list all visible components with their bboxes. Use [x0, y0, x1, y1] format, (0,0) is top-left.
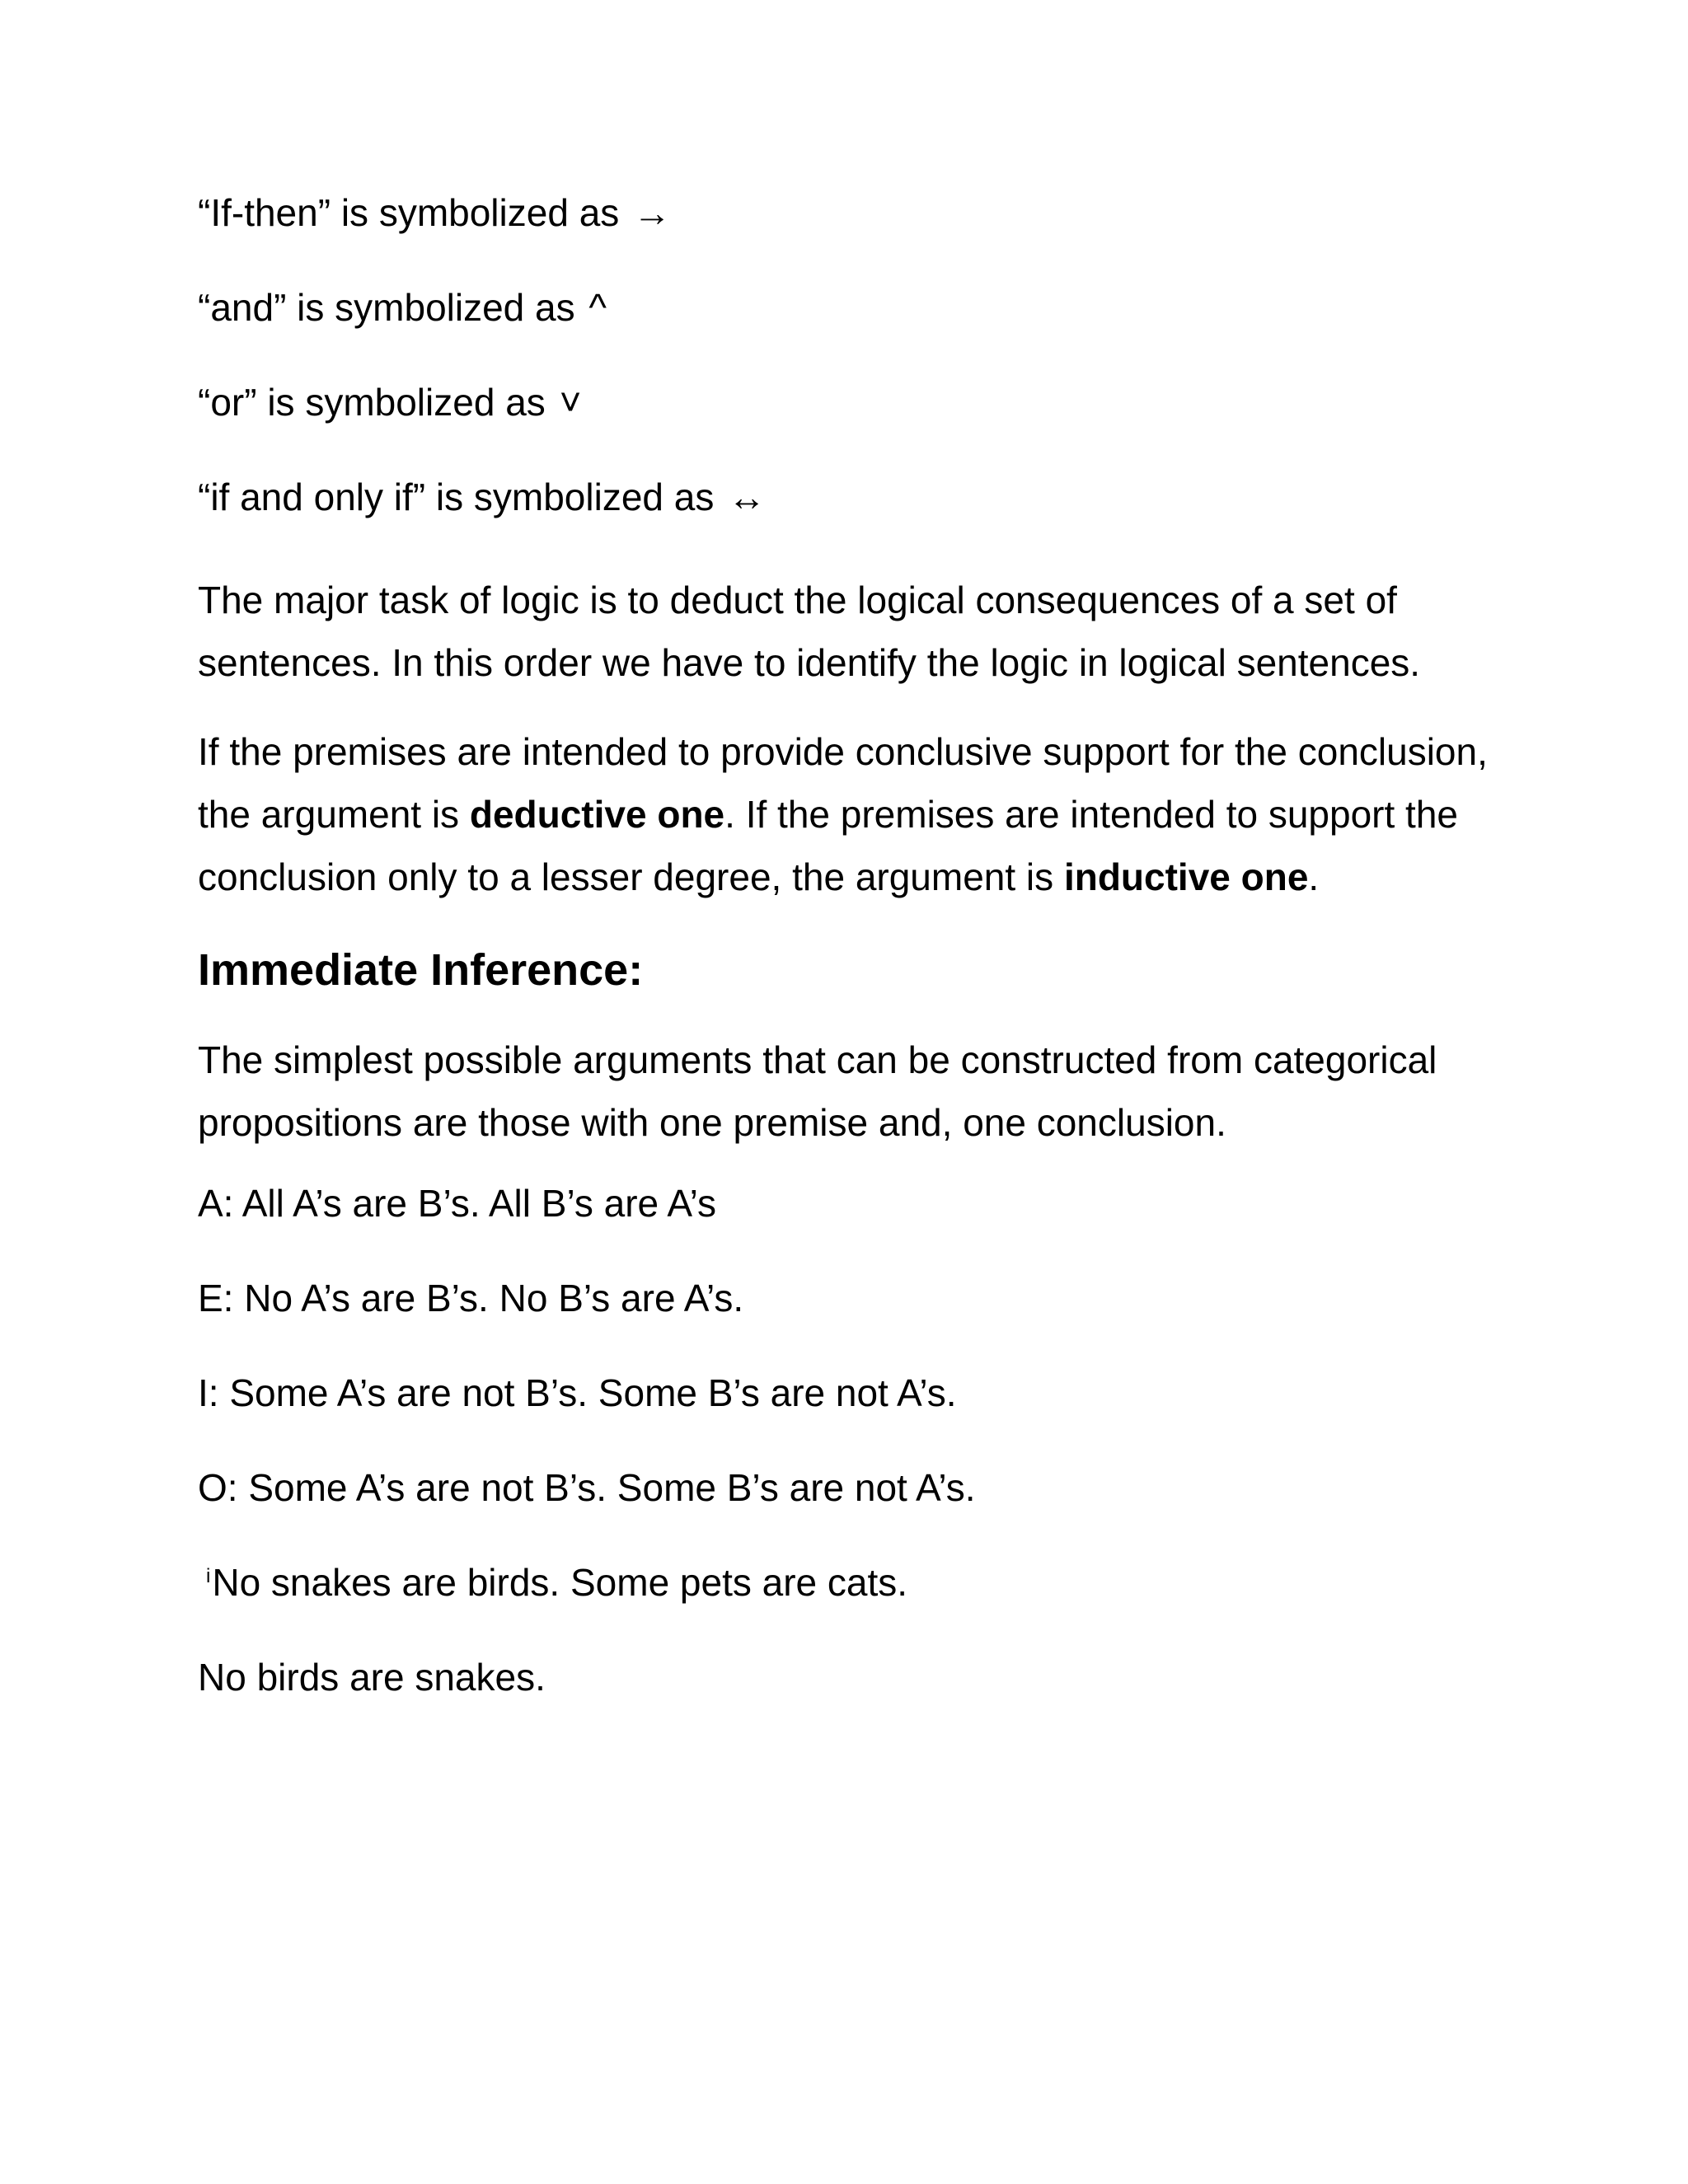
proposition-i: I: Some A’s are not B’s. Some B’s are not A’s.: [198, 1371, 957, 1414]
symbol-line-or: [198, 379, 1500, 425]
paragraph-text: If the premises are intended to provide conclusive support for the conclusion, the argument is: [198, 730, 1488, 836]
deductive-term: deductive one: [469, 793, 725, 836]
arrow-right-symbol: →: [633, 191, 672, 234]
symbol-text: “if and only if” is symbolized as: [198, 476, 715, 518]
example-line-2: No birds are snakes.: [198, 1656, 546, 1699]
paragraph-logic-task: The major task of logic is to deduct the logical consequences of a set of sentences. In this order we have to identify the logic in logical sentences.: [198, 579, 1421, 684]
symbol-text: “If-then” is symbolized as: [198, 191, 620, 234]
proposition-o: O: Some A’s are not B’s. Some B’s are not A’s.: [198, 1466, 976, 1509]
paragraph-immediate-inference: The simplest possible arguments that can be constructed from categorical propositions are those with one premise and, one conclusion.: [198, 1038, 1437, 1144]
example-line-1: [198, 1559, 1500, 1605]
proposition-a: A: All A’s are B’s. All B’s are A’s: [198, 1182, 716, 1225]
paragraph-deductive-inductive: [198, 720, 1500, 908]
symbol-line-if-then: [198, 190, 1500, 236]
symbol-line-and: [198, 284, 1500, 330]
proposition-e: E: No A’s are B’s. No B’s are A’s.: [198, 1277, 744, 1319]
symbol-text: “and” is symbolized as: [198, 286, 575, 329]
paragraph-text: .: [1308, 855, 1320, 898]
example-text: No snakes are birds. Some pets are cats.: [212, 1561, 908, 1604]
double-arrow-symbol: ↔: [728, 476, 767, 518]
footnote-marker: i: [206, 1564, 211, 1587]
vee-symbol: ˅: [559, 381, 582, 424]
symbol-text: “or” is symbolized as: [198, 381, 546, 424]
section-heading: Immediate Inference:: [198, 945, 644, 995]
inductive-term: inductive one: [1063, 855, 1309, 898]
document-page: [198, 190, 1500, 1749]
paragraph-text: . If the premises are intended to support the conclusion only to a lesser degree, the argument is: [198, 793, 1458, 898]
symbol-line-iff: [198, 474, 1500, 520]
caret-symbol: ^: [588, 286, 607, 329]
